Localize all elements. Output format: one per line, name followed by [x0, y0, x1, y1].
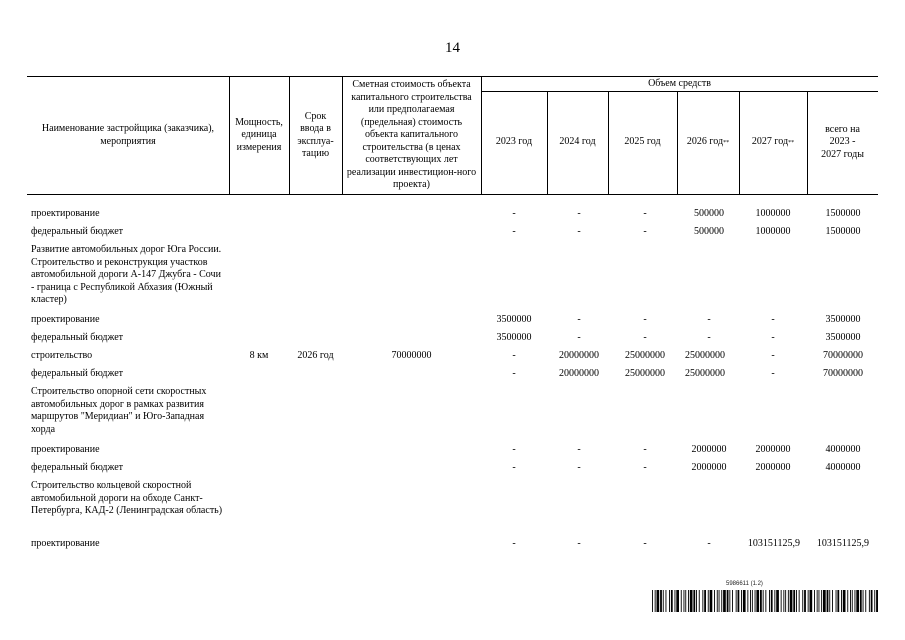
header-capacity: Мощность, единица измерения [235, 116, 283, 153]
cell-total: 4000000 [825, 462, 861, 473]
header-funding: Объем средств [648, 77, 711, 89]
cell-2025: - [643, 314, 647, 325]
cell-cost: 70000000 [391, 350, 432, 361]
cell-2025: 25000000 [625, 368, 665, 379]
header-year: 2025 год [624, 136, 661, 148]
cell-2026: 500000 [694, 226, 724, 237]
cell-total: 3500000 [825, 314, 861, 325]
cell-2023: - [512, 444, 516, 455]
page-number: 14 [445, 40, 460, 56]
row-name: строительство [31, 350, 93, 361]
cell-2027: 2000000 [755, 462, 791, 473]
cell-2026: 25000000 [685, 350, 725, 361]
cell-2024: - [577, 314, 581, 325]
table-header [27, 76, 878, 195]
barcode-label: 5986611 (1.2) [726, 581, 763, 587]
row-name: федеральный бюджет [31, 226, 124, 237]
cell-2023: - [512, 350, 516, 361]
row-name: федеральный бюджет [31, 332, 124, 343]
cell-2025: - [643, 332, 647, 343]
header-cost: Сметная стоимость объекта капитального строительства или предполагаемая (предельная) стоимость объекта капитального строительства (в ценах соответствующих лет реализации инвестицион-ного проекта) [346, 79, 477, 191]
cell-2024: - [577, 226, 581, 237]
cell-2025: - [643, 226, 647, 237]
row-name: Строительство кольцевой скоростной автомобильной дороги на обходе Санкт-Петербурга, КАД-2 (Ленинградская область) [31, 480, 223, 516]
header-year: 2027 год ** [751, 136, 795, 148]
header-name: Наименование застройщика (заказчика), мероприятия [41, 123, 215, 147]
barcode-icon [652, 590, 878, 612]
cell-2026: - [707, 538, 711, 549]
cell-2025: - [643, 208, 647, 219]
cell-2025: 25000000 [625, 350, 665, 361]
cell-2027: 103151125,9 [747, 538, 801, 549]
cell-total: 1500000 [825, 226, 861, 237]
row-name: проектирование [31, 314, 100, 325]
cell-total: 4000000 [825, 444, 861, 455]
row-name: проектирование [31, 444, 100, 455]
row-name: проектирование [31, 538, 100, 549]
cell-2023: - [512, 462, 516, 473]
cell-2027: 1000000 [755, 226, 791, 237]
cell-2023: 3500000 [496, 332, 532, 343]
cell-2024: - [577, 208, 581, 219]
cell-2023: - [512, 538, 516, 549]
cell-2027: - [771, 332, 775, 343]
cell-2026: - [707, 314, 711, 325]
cell-2026: 2000000 [691, 462, 727, 473]
row-name: проектирование [31, 208, 100, 219]
cell-2023: - [512, 208, 516, 219]
row-name: федеральный бюджет [31, 462, 124, 473]
cell-2027: 1000000 [755, 208, 791, 219]
cell-2027: - [771, 314, 775, 325]
cell-total: 70000000 [823, 368, 863, 379]
header-term: Срок ввода в эксплуа-тацию [297, 110, 334, 159]
header-year: 2023 год [495, 136, 533, 148]
cell-2027: - [771, 350, 775, 361]
cell-capacity: 8 км [249, 350, 269, 361]
cell-2024: 20000000 [559, 350, 599, 361]
row-name: Развитие автомобильных дорог Юга России. Строительство и реконструкция участков автомобильной дороги А-147 Джубга - Сочи - граница с Республикой Абхазия (Южный кластер) [31, 244, 222, 305]
cell-2024: - [577, 444, 581, 455]
cell-total: 70000000 [823, 350, 863, 361]
cell-2025: - [643, 462, 647, 473]
cell-2026: - [707, 332, 711, 343]
header-total: всего на 2023 - 2027 годы [821, 123, 864, 160]
cell-2027: - [771, 368, 775, 379]
cell-2023: 3500000 [496, 314, 532, 325]
cell-term: 2026 год [297, 350, 334, 361]
row-name: Строительство опорной сети скоростных автомобильных дорог в рамках развития маршрутов "Меридиан" и Юго-Западная хорда [31, 386, 207, 435]
cell-2024: - [577, 332, 581, 343]
cell-2026: 2000000 [691, 444, 727, 455]
cell-2025: - [643, 444, 647, 455]
cell-total: 1500000 [825, 208, 861, 219]
cell-2027: 2000000 [755, 444, 791, 455]
cell-2026: 25000000 [685, 368, 725, 379]
cell-2024: - [577, 462, 581, 473]
cell-2026: 500000 [694, 208, 724, 219]
cell-total: 3500000 [825, 332, 861, 343]
cell-total: 103151125,9 [816, 538, 870, 549]
cell-2024: - [577, 538, 581, 549]
row-name: федеральный бюджет [31, 368, 124, 379]
cell-2023: - [512, 226, 516, 237]
cell-2025: - [643, 538, 647, 549]
cell-2024: 20000000 [559, 368, 599, 379]
cell-2023: - [512, 368, 516, 379]
header-year: 2026 год ** [686, 136, 730, 148]
header-year: 2024 год [559, 136, 596, 148]
